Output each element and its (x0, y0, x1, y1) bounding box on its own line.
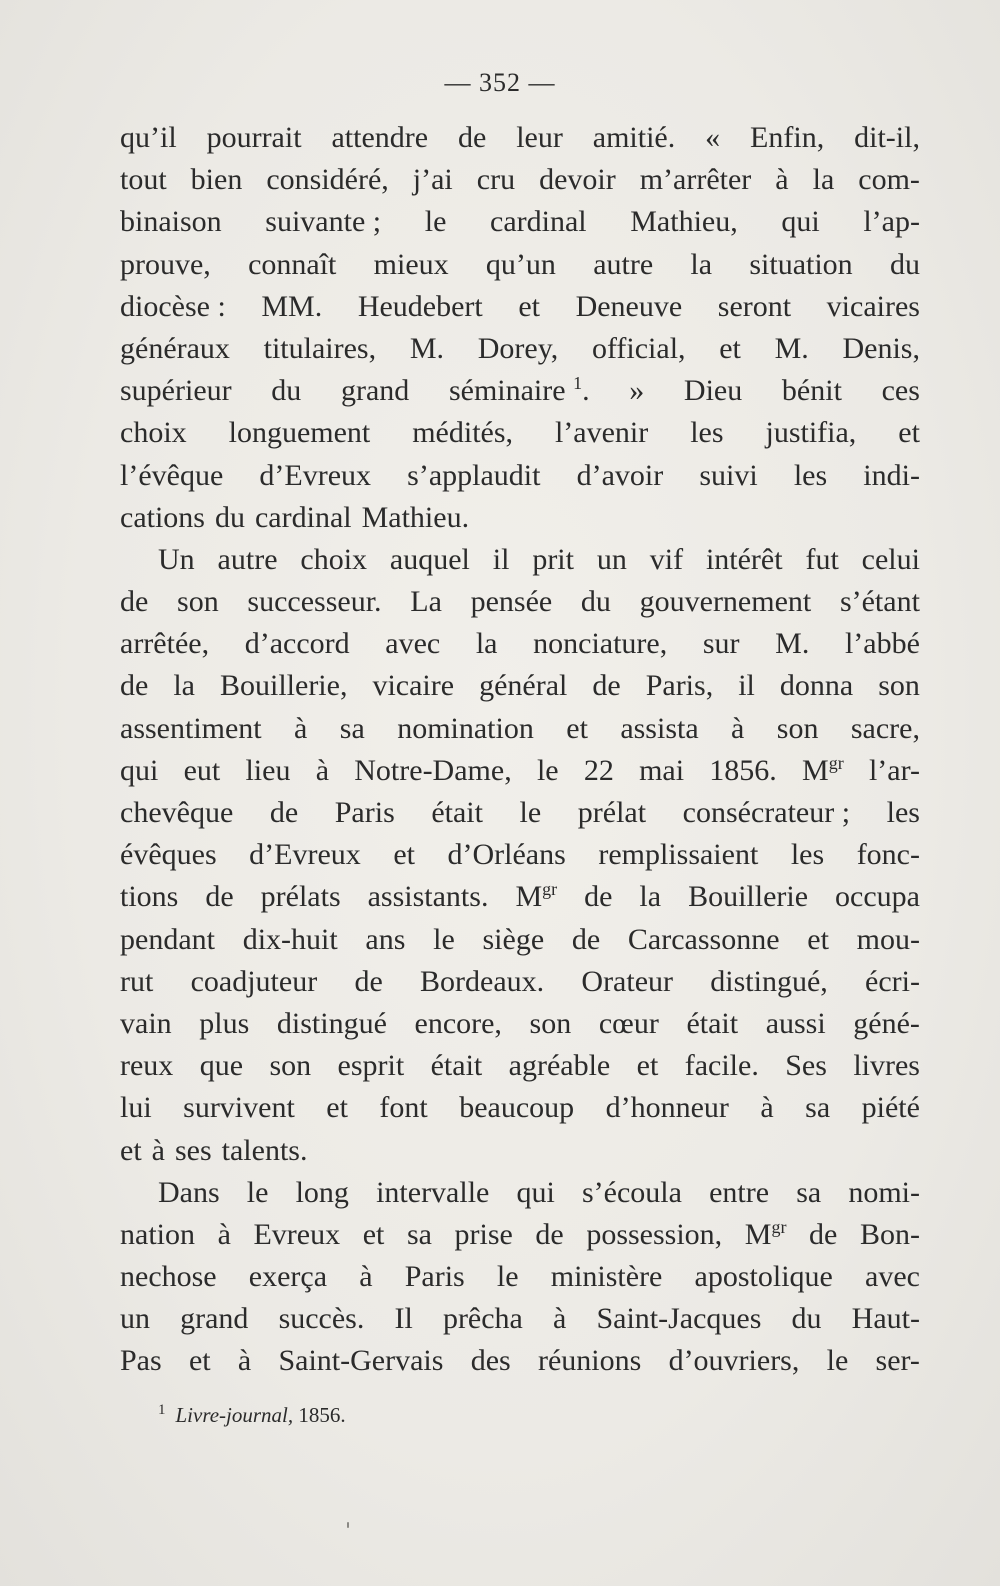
word: pensée (470, 585, 553, 619)
word: ses (174, 1133, 212, 1167)
word: justifia, (765, 416, 857, 450)
text-line (120, 539, 920, 581)
word: du (791, 1302, 822, 1336)
text-line (120, 117, 920, 159)
word: le (433, 922, 455, 956)
word: suivante ; (265, 205, 382, 239)
word: prélats (260, 880, 341, 914)
word: Bouillerie (688, 880, 809, 914)
word: était (686, 1006, 739, 1040)
word: avec (865, 1260, 920, 1294)
word: Enfin, (750, 121, 825, 154)
word: distingué, (710, 964, 828, 998)
word: Evreux (253, 1217, 341, 1251)
word: et (636, 1049, 659, 1083)
word: mai (639, 753, 685, 787)
word: son (269, 1049, 312, 1083)
text-line (120, 1340, 920, 1382)
text-line (120, 708, 920, 750)
text-line (120, 665, 920, 707)
word: Saint-Jacques (596, 1302, 762, 1336)
word: cardinal (254, 500, 352, 534)
word: nation (120, 1217, 195, 1251)
word: qui (781, 205, 820, 239)
word: Denis, (842, 331, 920, 365)
word: dit-il, (854, 121, 920, 154)
word: l’évêque (120, 458, 224, 492)
word: « (705, 121, 721, 154)
word: Paris (334, 796, 395, 829)
word: ministère (550, 1260, 663, 1294)
word: Orateur (581, 964, 674, 998)
word: évêques (120, 838, 217, 872)
word: occupa (835, 880, 920, 914)
word: fonc- (856, 838, 920, 872)
body-text (120, 117, 920, 1383)
word: le (246, 1175, 269, 1209)
word: Haut- (851, 1302, 920, 1336)
word: j’ai (412, 163, 453, 197)
word: sa (339, 711, 365, 745)
word: amitié. (592, 121, 676, 154)
text-line (120, 792, 920, 834)
text-line (120, 1172, 920, 1214)
word: la (639, 880, 662, 914)
word: supérieur (120, 374, 232, 408)
word: pourrait (206, 121, 302, 154)
word: agréable (508, 1049, 611, 1083)
word: la (475, 627, 498, 661)
word: M. (774, 331, 809, 365)
word: sa (805, 1091, 831, 1125)
word: titulaires, (263, 331, 377, 365)
word: La (410, 585, 442, 619)
text-line (120, 1130, 920, 1172)
word: vicaires (826, 289, 920, 323)
text-line (120, 1298, 920, 1340)
word: de (592, 669, 621, 703)
word: Dieu (683, 374, 743, 408)
word: le (536, 753, 559, 787)
word: eut (183, 753, 221, 787)
word: bénit (781, 374, 842, 408)
word: le (519, 796, 542, 829)
word: la (690, 247, 713, 281)
word: tions (120, 880, 179, 914)
word: prouve, (120, 247, 211, 281)
word: arrêtée, (120, 627, 210, 661)
word: talents. (221, 1133, 308, 1167)
word: longuement (228, 416, 371, 450)
text-line (120, 497, 920, 539)
word: donna (779, 669, 854, 703)
word: Pas (120, 1344, 162, 1378)
word: s’écoula (581, 1175, 682, 1209)
text-line (120, 876, 920, 918)
word: diocèse : (120, 289, 226, 323)
word: ans (365, 922, 406, 956)
word: était (430, 1049, 483, 1083)
word: son (776, 711, 819, 745)
word: binaison (120, 205, 222, 239)
word: de (457, 121, 487, 154)
word: cardinal (490, 205, 587, 239)
word: grand (340, 374, 410, 408)
word: devoir (539, 163, 616, 197)
word: s’étant (839, 585, 920, 619)
word: sur (702, 627, 740, 661)
word: encore, (414, 1006, 502, 1040)
word: les (886, 796, 920, 829)
word: Paris (404, 1260, 465, 1294)
word: Dorey, (477, 331, 559, 365)
text-line (120, 1256, 920, 1298)
word: intérêt (705, 542, 783, 576)
word: com- (858, 163, 920, 197)
word: 1856. (709, 753, 777, 787)
word: d’Evreux (259, 458, 372, 492)
text-line (120, 961, 920, 1003)
word: et (566, 711, 588, 745)
word: » (629, 374, 645, 408)
word: Bordeaux. (420, 964, 545, 998)
word: de (120, 669, 149, 703)
word: d’Evreux (249, 838, 361, 872)
word: nonciature, (533, 627, 668, 661)
word: official, (591, 331, 686, 365)
word: apostolique (694, 1260, 833, 1294)
word: et (393, 838, 415, 872)
word: et (719, 331, 741, 365)
text-line (120, 1045, 920, 1087)
footnote-title: Livre-journal, (175, 1403, 294, 1427)
word: de (205, 880, 234, 914)
word: d’honneur (605, 1091, 729, 1125)
word: facile. (684, 1049, 759, 1083)
word: cru (476, 163, 516, 197)
text-line (120, 581, 920, 623)
word: de (571, 922, 601, 956)
word: d’avoir (576, 458, 664, 492)
word: Heudebert (357, 289, 483, 323)
word: de (269, 796, 299, 829)
word: situation (749, 247, 853, 281)
word: prit (532, 542, 574, 576)
word: $M^{gr}$ (802, 752, 844, 787)
word: nomination (397, 711, 534, 745)
paper-speck (347, 1522, 349, 1528)
word: Deneuve (575, 289, 683, 323)
word: les (790, 838, 825, 872)
word: avec (385, 627, 441, 661)
text-line (120, 834, 920, 876)
word: Dans (158, 1175, 220, 1209)
word: assentiment (120, 711, 262, 745)
word: Ses (785, 1049, 827, 1083)
text-line (120, 159, 920, 201)
word: d’accord (244, 627, 350, 661)
word: vain (120, 1006, 172, 1040)
word: prêcha (442, 1302, 523, 1336)
word: Mathieu. (361, 500, 470, 534)
word: celui (861, 542, 920, 576)
word: qui (120, 753, 159, 787)
word: M. (775, 627, 810, 661)
word: MM. (261, 289, 323, 323)
word: autre (593, 247, 654, 281)
word: un (596, 542, 627, 576)
footnote-year: 1856. (298, 1403, 346, 1427)
text-line (120, 455, 920, 497)
word: entre (709, 1175, 770, 1209)
word: dix-huit (242, 922, 338, 956)
word: mieux (373, 247, 449, 281)
word: à (760, 1091, 774, 1125)
word: à (553, 1302, 567, 1336)
word: et (807, 922, 829, 956)
word: et (518, 289, 540, 323)
word: Bouillerie, (219, 669, 348, 703)
word: esprit (337, 1049, 405, 1083)
word: long (295, 1175, 349, 1209)
word: du (889, 247, 920, 281)
word: à (359, 1260, 373, 1294)
page-number: — 352 — (444, 68, 556, 97)
word: piété (861, 1091, 920, 1125)
word: ser- (875, 1344, 920, 1378)
word: remplissaient (598, 838, 759, 872)
word: qu’un (485, 247, 556, 281)
word: Saint-Gervais (278, 1344, 444, 1378)
text-line (120, 623, 920, 665)
text-line (120, 328, 920, 370)
word: Notre-Dame, (354, 753, 512, 787)
word: fut (805, 542, 839, 576)
word: et (362, 1217, 385, 1251)
word: coadjuteur (190, 964, 318, 998)
word: suivi (699, 458, 758, 492)
text-line (120, 244, 920, 286)
word: chevêque (120, 796, 234, 829)
word: qui (516, 1175, 555, 1209)
word: le (424, 205, 447, 239)
word: de (809, 1217, 838, 1251)
word: séminaire $^1$. (448, 373, 590, 408)
word: sa (796, 1175, 822, 1209)
word: choix (300, 542, 368, 576)
word: et (188, 1344, 211, 1378)
word: d’Orléans (447, 838, 566, 872)
word: son (529, 1006, 572, 1040)
word: l’abbé (844, 627, 920, 661)
word: de (354, 964, 383, 998)
word: lieu (245, 753, 291, 787)
word: du (214, 500, 245, 534)
word: Carcassonne (627, 922, 780, 956)
word: lui (120, 1091, 152, 1125)
word: sacre, (850, 711, 920, 745)
word: cœur (598, 1006, 659, 1040)
word: autre (217, 542, 278, 576)
word: la (812, 163, 835, 197)
word: considéré, (266, 163, 389, 197)
word: exerça (248, 1260, 328, 1294)
word: Paris, (645, 669, 714, 703)
word: 22 (583, 753, 614, 787)
word: réunions (537, 1344, 642, 1378)
word: il (738, 669, 755, 703)
word: choix (120, 416, 187, 450)
word: succès. (278, 1302, 365, 1336)
text-line (120, 201, 920, 243)
word: Bon- (859, 1217, 920, 1251)
word: qu’il (120, 121, 177, 154)
text-line (120, 1087, 920, 1129)
word: grand (180, 1302, 249, 1336)
word: du (580, 585, 611, 619)
word: siège (482, 922, 545, 956)
word: distingué (276, 1006, 387, 1040)
word: de (535, 1217, 564, 1251)
word: écri- (865, 964, 920, 998)
word: M. (409, 331, 445, 365)
word: font (379, 1091, 428, 1125)
word: nomi- (848, 1175, 920, 1209)
word: vif (649, 542, 684, 576)
word: reux (120, 1049, 174, 1083)
word: le (826, 1344, 849, 1378)
word: vicaire (372, 669, 455, 703)
footnote-number: 1 (158, 1402, 166, 1418)
word: l’ar- (868, 753, 920, 787)
word: cations (120, 500, 205, 534)
word: attendre (331, 121, 429, 154)
word: ces (881, 374, 920, 408)
word: de (120, 585, 149, 619)
word: il (492, 542, 510, 576)
word: et (326, 1091, 348, 1125)
word: leur (516, 121, 563, 154)
word: prélat (577, 796, 647, 829)
word: à (237, 1344, 252, 1378)
word: l’ap- (863, 205, 920, 239)
word: rut (120, 964, 154, 998)
word: que (199, 1049, 244, 1083)
word: du (271, 374, 302, 408)
word: Un (158, 542, 195, 576)
word: son (177, 585, 219, 619)
word: prise (454, 1217, 513, 1251)
text-line (120, 370, 920, 412)
word: bien (190, 163, 243, 197)
word: le (496, 1260, 519, 1294)
word: $M^{gr}$ (744, 1216, 787, 1251)
text-line (120, 1214, 920, 1256)
word: Mathieu, (630, 205, 738, 239)
word: indi- (863, 458, 920, 492)
word: à (151, 1133, 165, 1167)
word: survivent (183, 1091, 295, 1125)
text-line (120, 286, 920, 328)
word: général (479, 669, 568, 703)
word: gouvernement (639, 585, 812, 619)
word: nechose (120, 1260, 217, 1294)
word: possession, (586, 1217, 723, 1251)
word: un (120, 1302, 150, 1336)
word: successeur. (247, 585, 382, 619)
word: la (173, 669, 195, 703)
word: intervalle (376, 1175, 490, 1209)
word: géné- (853, 1006, 920, 1040)
word: assistants. (367, 880, 489, 914)
word: médités, (412, 416, 514, 450)
word: m’arrêter (639, 163, 752, 197)
word: à (775, 163, 789, 197)
word: Il (394, 1302, 413, 1336)
word: à (217, 1217, 231, 1251)
word: livres (853, 1049, 920, 1083)
word: beaucoup (459, 1091, 575, 1125)
word: aussi (765, 1006, 826, 1040)
word: et (120, 1133, 142, 1167)
text-line (120, 412, 920, 454)
word: était (431, 796, 483, 829)
text-line (120, 750, 920, 792)
word: l’avenir (554, 416, 649, 450)
word: les (793, 458, 828, 492)
word: les (690, 416, 724, 450)
word: mou- (856, 922, 920, 956)
text-line (120, 1003, 920, 1045)
word: pendant (120, 922, 215, 956)
text-line (120, 919, 920, 961)
word: à (731, 711, 745, 745)
footnote (158, 1402, 346, 1428)
word: son (878, 669, 920, 703)
word: seront (717, 289, 792, 323)
word: des (470, 1344, 511, 1378)
word: connaît (248, 247, 337, 281)
word: consécrateur ; (682, 796, 851, 829)
word: auquel (389, 542, 470, 576)
word: d’ouvriers, (668, 1344, 800, 1378)
word: $M^{gr}$ (515, 879, 558, 914)
word: de (584, 880, 613, 914)
word: tout (120, 163, 167, 197)
word: et (898, 416, 920, 450)
word: à (294, 711, 308, 745)
word: à (315, 753, 330, 787)
word: sa (406, 1217, 432, 1251)
word: s’applaudit (407, 458, 541, 492)
word: généraux (120, 331, 230, 365)
word: assista (620, 711, 699, 745)
word: plus (199, 1006, 250, 1040)
